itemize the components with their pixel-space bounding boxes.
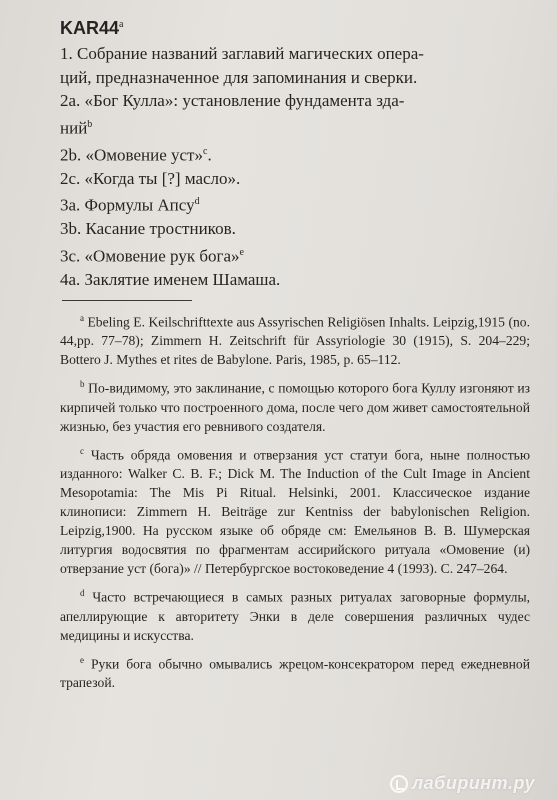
page-heading: [60, 14, 530, 39]
footnote-d: [60, 584, 530, 645]
watermark-text: лабиринт.ру: [411, 773, 535, 793]
entry-text: 2b. «Омовение уст»: [60, 145, 203, 165]
footnote-text: Ebeling E. Keilschrifttexte aus Assyrischen Religiösen Inhalts. Leipzig,1915 (no. 44,pp. 77–78); Zimmern H. Zeitschrift für Assyriologie 30 (1915), S. 204–229; Bottero J. Mythes et rites de Babylone. Paris, 1985, p. 65–112.: [60, 314, 530, 368]
entry-text: 3a. Формулы Апсу: [60, 195, 195, 215]
list-item: [60, 217, 530, 241]
labirint-logo-icon: [390, 775, 408, 793]
entry-continuation: ний: [60, 118, 88, 138]
entry-text: 1. Собрание названий заглавий магических опера-: [60, 44, 424, 63]
footnote-mark: a: [80, 312, 84, 323]
footnote-e: [60, 651, 530, 693]
watermark: [390, 773, 535, 794]
footnote-mark: b: [80, 379, 85, 390]
list-item: [60, 268, 530, 292]
entry-continuation: ций, предназначенное для запоминания и сверки.: [60, 67, 418, 87]
footnote-mark: d: [80, 588, 85, 599]
footnote-mark: b: [87, 118, 93, 130]
entry-list: [60, 42, 530, 292]
footnote-c: [60, 442, 530, 579]
list-item: [60, 167, 530, 191]
entry-suffix: .: [207, 145, 212, 165]
footnote-mark: d: [194, 196, 200, 208]
list-item: [60, 89, 530, 140]
entry-text: 3b. Касание тростников.: [60, 219, 236, 239]
entry-text: 2a. «Бог Кулла»: установление фундамента зда-: [60, 91, 405, 110]
page-content: [60, 14, 530, 698]
list-item: [60, 241, 530, 268]
footnote-text: По-видимому, это заклинание, с помощью которого бога Куллу изгоняют из кирпичей только что построенного дома, после чего дом живет самостоятельной жизнью, без участия его ревнивого создателя.: [60, 380, 530, 434]
list-item: [60, 42, 530, 89]
footnotes: [60, 309, 530, 693]
footnote-divider: [62, 300, 192, 301]
footnote-mark: e: [239, 246, 244, 258]
footnote-text: Часть обряда омовения и отверзания уст статуи бога, ныне полностью изданного: Walker C. B. F.; Dick M. The Induction of the Cult Image in Ancient Mesopotamia: The Mis Pi Ritual. Helsinki, 2001. Классическое издание клинописи: Zimmern H. Beiträge zur Kentniss der babylonischen Religion. Leipzig,1900. На русском языке об обряде см: Емельянов В. В. Шумерская литургия водосвятия по фрагментам ассирийского ритуала «Омовение (и) отверзание уст (бога)» // Петербургское востоковедение 4 (1993). С. 247–264.: [60, 447, 530, 577]
footnote-text: Руки бога обычно омывались жрецом-консекратором перед ежедневной трапезой.: [60, 656, 531, 691]
footnote-mark: c: [202, 145, 208, 157]
entry-text: 3c. «Омовение рук бога»: [60, 246, 240, 266]
heading-note-mark: a: [119, 19, 124, 30]
heading-title: KAR44: [60, 18, 120, 38]
footnote-b: [60, 375, 530, 436]
list-item: [60, 140, 530, 167]
list-item: [60, 190, 530, 217]
entry-text: 2c. «Когда ты [?] масло».: [60, 168, 241, 188]
footnote-mark: e: [80, 654, 84, 665]
entry-text: 4a. Заклятие именем Шамаша.: [60, 270, 281, 290]
footnote-text: Часто встречающиеся в самых разных ритуалах заговорные формулы, апеллирующие к авторитету Энки в деле совершения различных чудес медицины и искусства.: [60, 589, 530, 643]
footnote-a: [60, 309, 530, 370]
footnote-mark: c: [80, 445, 84, 456]
